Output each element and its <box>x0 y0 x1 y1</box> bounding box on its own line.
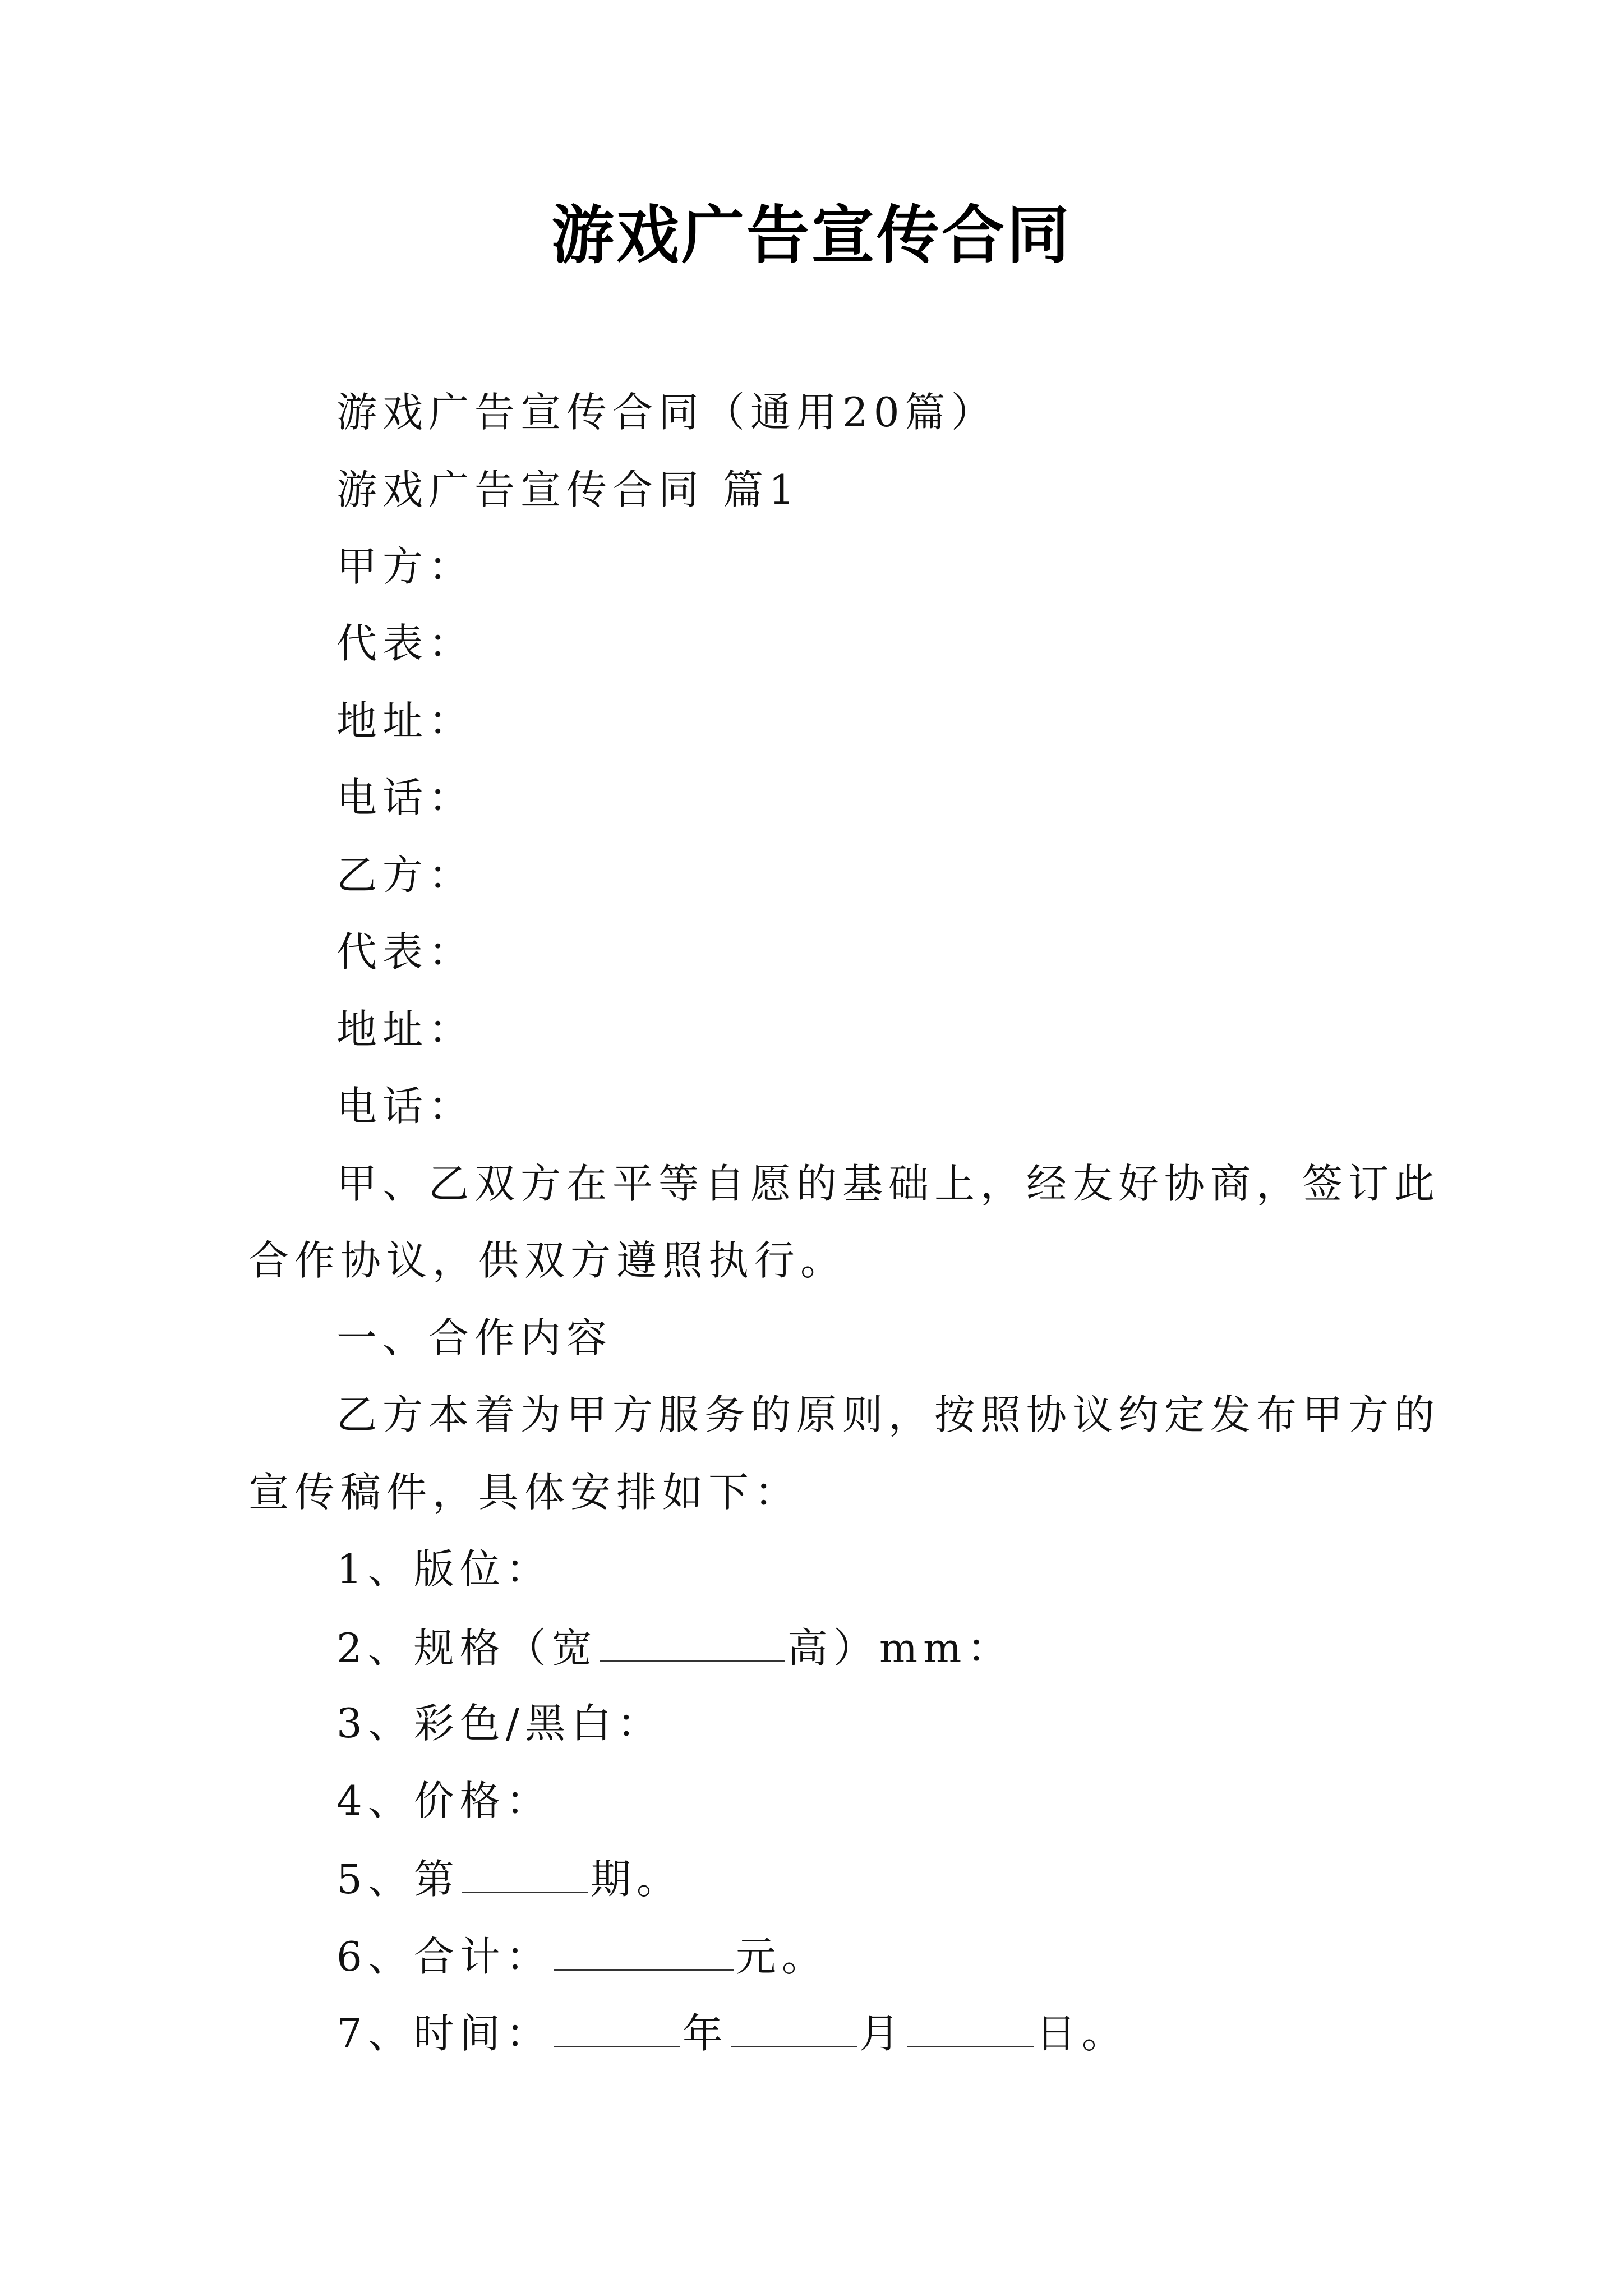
party-b-address: 地址： <box>336 1006 475 1053</box>
item-7-year: 年 <box>682 2010 728 2057</box>
total-blank <box>554 1930 734 1971</box>
document-title: 游戏广告宣传合同 <box>551 199 1072 272</box>
width-blank <box>600 1621 785 1662</box>
section-1-paragraph-line-2: 宣传稿件，具体安排如下： <box>248 1469 801 1516</box>
item-7-month: 月 <box>859 2010 905 2057</box>
item-5-prefix: 5、第 <box>336 1856 460 1903</box>
item-6-total <box>336 1930 828 1982</box>
day-blank <box>907 2007 1034 2047</box>
party-a-address: 地址： <box>336 697 475 744</box>
item-7-prefix: 7、时间： <box>336 2010 552 2057</box>
item-2-prefix: 2、规格（宽 <box>336 1625 598 1672</box>
item-7-day: 日。 <box>1035 2010 1128 2057</box>
section-1-paragraph-line-1: 乙方本着为甲方服务的原则，按照协议约定发布甲方的 <box>336 1391 1441 1438</box>
party-a-phone: 电话： <box>336 774 475 821</box>
party-b-representative: 代表： <box>336 928 475 976</box>
section-1-title: 一、合作内容 <box>336 1314 613 1361</box>
item-2-suffix: 高）mm： <box>787 1625 1013 1672</box>
item-1-position: 1、版位： <box>336 1545 552 1593</box>
issue-blank <box>462 1852 588 1893</box>
article-heading: 游戏广告宣传合同 篇1 <box>336 466 800 513</box>
party-b-label: 乙方： <box>336 852 475 899</box>
item-3-color: 3、彩色/黑白： <box>336 1700 663 1747</box>
month-blank <box>731 2007 857 2047</box>
item-6-suffix: 元。 <box>735 1933 828 1980</box>
year-blank <box>554 2007 680 2047</box>
party-a-representative: 代表： <box>336 620 475 667</box>
party-b-phone: 电话： <box>336 1083 475 1130</box>
item-5-suffix: 期。 <box>590 1856 683 1903</box>
party-a-label: 甲方： <box>336 543 475 590</box>
item-7-time <box>336 2007 1128 2059</box>
item-2-size <box>336 1621 1013 1673</box>
document-heading: 游戏广告宣传合同（通用20篇） <box>336 389 997 436</box>
item-4-price: 4、价格： <box>336 1777 552 1824</box>
item-5-issue <box>336 1852 683 1904</box>
intro-paragraph-line-2: 合作协议，供双方遵照执行。 <box>248 1237 847 1284</box>
item-6-prefix: 6、合计： <box>336 1933 552 1980</box>
intro-paragraph-line-1: 甲、乙双方在平等自愿的基础上，经友好协商，签订此 <box>336 1160 1441 1207</box>
